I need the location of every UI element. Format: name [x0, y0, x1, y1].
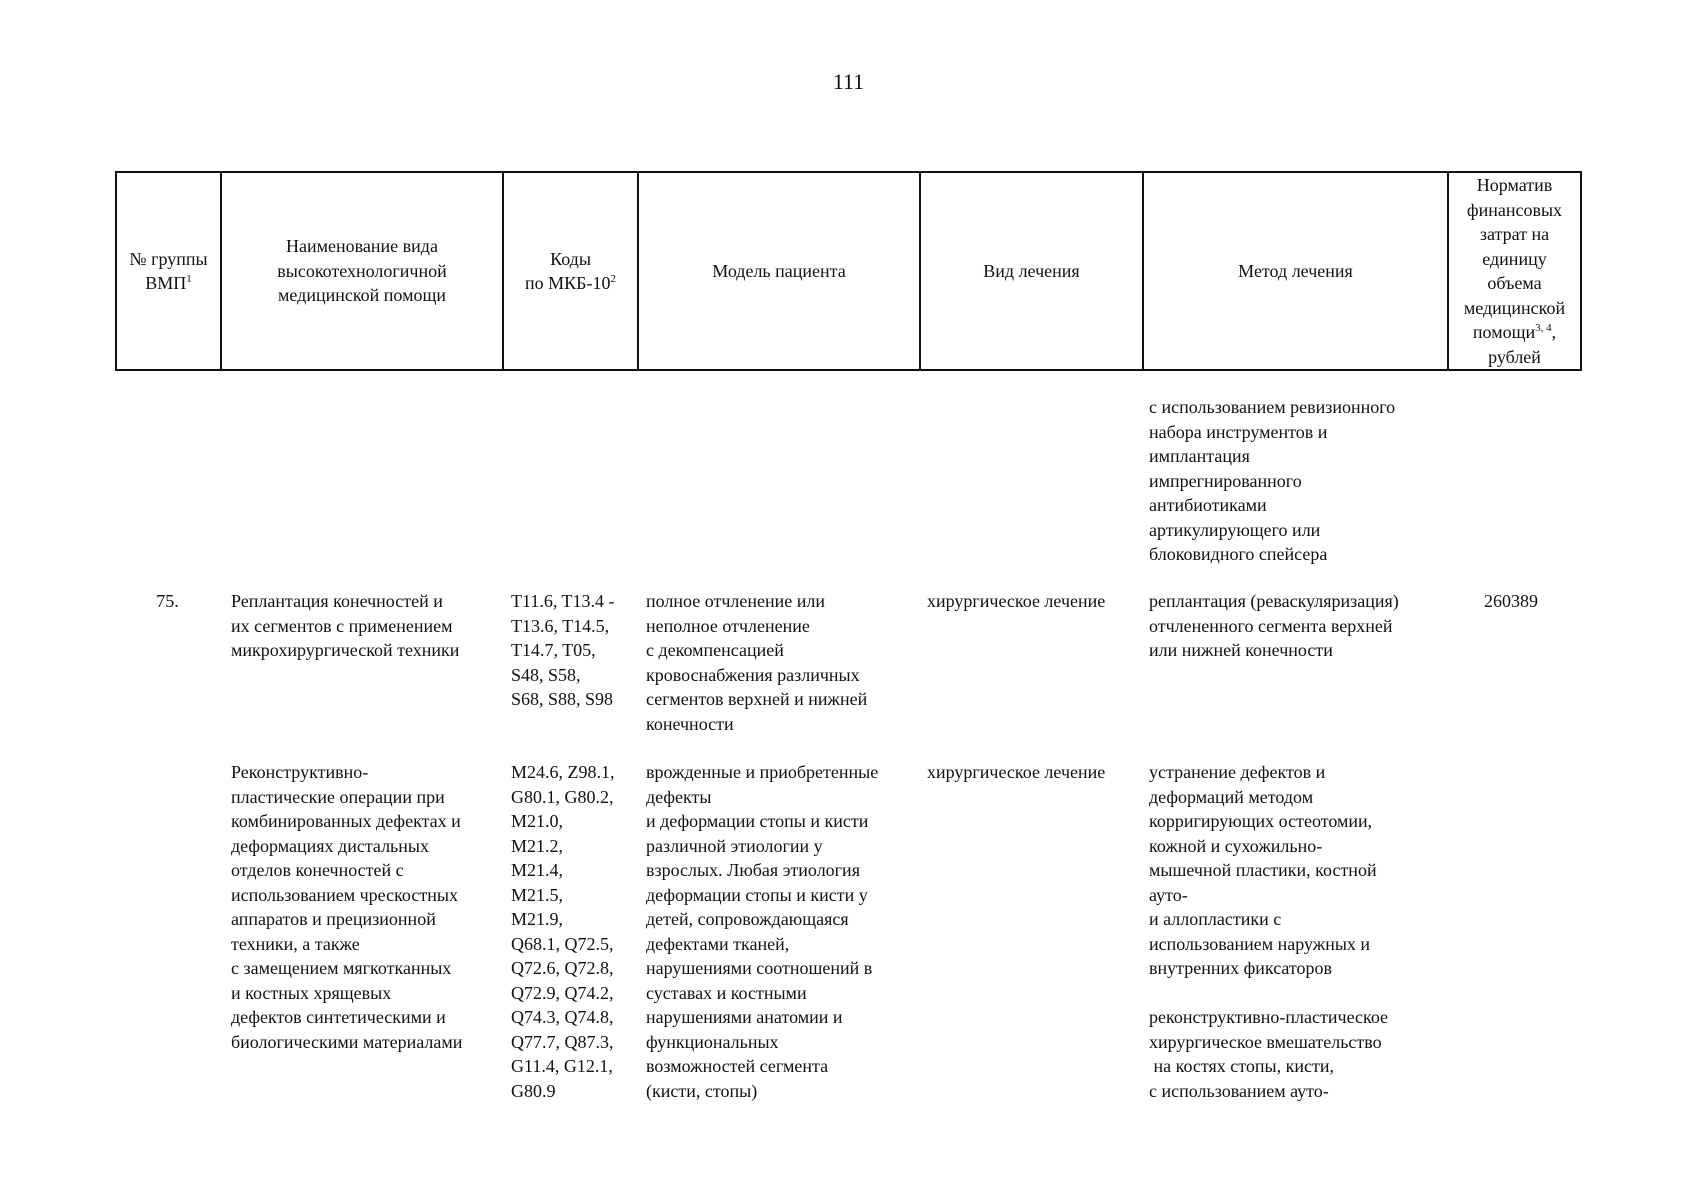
continuation-method-text: с использованием ревизионного набора инструментов и имплантация импрегнированного антибиотиками артикулирующего или блоковидного спейсера [1149, 397, 1396, 564]
row-75-model: полное отчленение или неполное отчленение с декомпенсацией кровоснабжения различных сегментов верхней и нижней конечности [646, 591, 868, 734]
table-header [115, 171, 1582, 371]
header-method: Метод лечения [1143, 172, 1448, 370]
row-75-number: 75. [156, 591, 179, 611]
row-75-norm: 260389 [1484, 591, 1538, 611]
row-reconstructive-method: устранение дефектов и деформаций методом корригирующих остеотомии, кожной и сухожильно- мышечной пластики, костной ауто- и аллопластики с использованием наружных и внутренних фиксаторов реконструктивно-пластическое хирургическое вмешательство на костях стопы, кисти, с использованием ауто- [1149, 762, 1389, 1101]
row-reconstructive-name: Реконструктивно- пластические операции при комбинированных дефектах и деформациях дистальных отделов конечностей с использованием чрескостных аппаратов и прецизионной техники, а также с замещением мягкотканных и костных хрящевых дефектов синтетическими и биологическими материалами [231, 762, 463, 1052]
row-reconstructive-kind: хирургическое лечение [927, 762, 1106, 782]
header-name: Наименование вида высокотехнологичной медицинской помощи [221, 172, 503, 370]
row-reconstructive-model: врожденные и приобретенные дефекты и деформации стопы и кисти различной этиологии у взрослых. Любая этиология деформации стопы и кисти у детей, сопровождающаяся дефектами тканей, нарушениями соотношений в суставах и костными нарушениями анатомии и функциональных возможностей сегмента (кисти, стопы) [646, 762, 879, 1101]
row-75-name: Реплантация конечностей и их сегментов с применением микрохирургической техники [231, 591, 460, 660]
row-reconstructive-codes: M24.6, Z98.1, G80.1, G80.2, M21.0, M21.2, M21.4, M21.5, M21.9, Q68.1, Q72.5, Q72.6, Q72.8, Q72.9, Q74.2, Q74.3, Q74.8, Q77.7, Q87.3, G11.4, G12.1, G80.9 [511, 762, 615, 1101]
header-kind: Вид лечения [920, 172, 1143, 370]
header-codes: Коды по МКБ-$10^2$ [503, 172, 638, 370]
row-75-method: реплантация (реваскуляризация) отчлененного сегмента верхней или нижней конечности [1149, 591, 1399, 660]
page-number: 111 [832, 69, 865, 94]
header-group-no: № группы ВМП$^1$ [116, 172, 221, 370]
header-norm: Норматив финансовых затрат на единицу объема медицинской помощи$^{3, 4}$, рублей [1448, 172, 1581, 370]
header-model: Модель пациента [638, 172, 920, 370]
row-75-kind: хирургическое лечение [927, 591, 1106, 611]
row-75-codes: T11.6, T13.4 - T13.6, T14.5, T14.7, T05, S48, S58, S68, S88, S98 [511, 591, 615, 709]
